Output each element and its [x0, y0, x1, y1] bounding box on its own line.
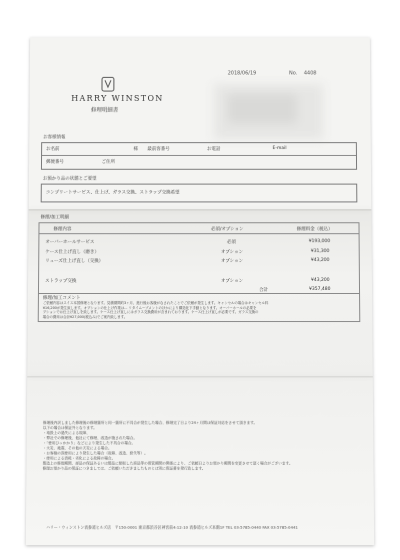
paper-fold-lower [27, 376, 373, 377]
comment-line: 場合の費用は合計¥27,000(税込み)でご案内致します。 [42, 314, 128, 319]
note-line: 以下の場合は保証外となります。 [42, 425, 97, 430]
note-line: ・取扱上の過失による故障、 [42, 430, 90, 435]
document-date: 2018/06/19 [227, 70, 257, 77]
honorific: 様 [133, 147, 138, 153]
name-label: お名前 [46, 147, 60, 153]
col-header-item: 修理内容 [53, 227, 72, 233]
request-section-label: お預かり品の状態とご要望 [42, 176, 97, 182]
row-required: オプション [220, 250, 244, 256]
note-line: ・「使用ひっかかり」などにより発生した不具合の場合。 [42, 441, 136, 446]
total-value: ¥357,480 [308, 287, 331, 292]
col-header-required: 必須/オプション [210, 227, 244, 233]
table-header-divider [39, 233, 358, 234]
row-required: 必須 [226, 240, 236, 246]
paper-fold-upper [29, 209, 372, 210]
document-number: 4408 [303, 70, 317, 77]
row-price: ¥193,000 [308, 239, 331, 245]
row-price: ¥43,200 [310, 258, 330, 264]
col-header-price: 修理料金（税込） [296, 227, 333, 233]
row-price: ¥31,300 [310, 249, 330, 255]
customer-section-label: お客様情報 [43, 135, 66, 141]
brand-logo-icon [101, 76, 115, 92]
comment-label: 修理/加工コメント [42, 295, 81, 302]
request-box [41, 184, 358, 203]
email-label: E-mail [272, 146, 287, 152]
note-line: ・使用による消耗・劣化による故障の場合。 [42, 456, 116, 461]
redacted-area [214, 84, 323, 139]
note-line: 修理お預かり品の保証につきましては、ご依頼いただきましたものとは別に保証書を発行致します。 [42, 466, 206, 471]
request-text: コンプリートサービス、仕上げ、ガラス交換、ストラップ交換希望 [45, 190, 180, 196]
store-address-footer: ハリー・ウィンストン表参道ヒルズ店 〒150-0001 東京都渋谷区神宮前4-12-10 表参道ヒルズ本館1F TEL 03-5785-0440 FAX 03-5785-0441 [46, 524, 298, 530]
brand-name: HARRY WINSTON [71, 94, 164, 103]
address-label: ご住所 [101, 159, 116, 165]
row-price: ¥43,200 [310, 278, 330, 284]
comment-line: ¥16,200が発生致します。オプションの仕上げ作業は... リタイムーブメントのほかにより構造化下手動となります。オーバーホールの必要を [42, 305, 257, 310]
note-line: 修理後内訳しました修理後の修理箇所と同一箇所に不具合が発生した場合、修理完了日より24ヶ月間は保証対応をさせて頂きます。 [42, 420, 258, 425]
total-label: 合計 [259, 288, 269, 293]
customer-number-label: 最前客番号 [147, 147, 170, 153]
note-line: ・弊社での修理後、他社にて修理、改造が施された場合。 [42, 435, 137, 441]
comment-divider [39, 293, 359, 294]
warranty-notes [43, 421, 293, 472]
comment-text [43, 301, 269, 319]
row-required: オプション [220, 259, 244, 265]
row-item: ケース仕上げ直し（磨き） [45, 250, 99, 256]
row-item: ストラップ交換 [45, 279, 77, 285]
note-line: ・火災、地震、その他の天災による場合。 [42, 446, 112, 451]
repair-statement-document [26, 37, 374, 545]
row-item: オーバーホールサービス [45, 240, 95, 246]
comment-line: プションでお仕上げ直しを致します。ケース仕上げ直しにはガラス交換費用が含まれております。ケース仕上げ直しが必要です。ガラス交換の [42, 310, 259, 315]
row-item: リューズ仕上げ直し（交換） [45, 259, 104, 265]
phone-label: お電話 [206, 147, 221, 153]
note-line: ・お客様の誤使用により発生した場合（故障、改造、紛失等）。 [42, 451, 148, 456]
document-number-label: No. [289, 70, 298, 77]
row-required: オプション [220, 279, 244, 285]
document-title: 修理明細書 [90, 107, 119, 114]
repair-section-label: 修理/加工明細 [40, 215, 69, 221]
note-line: 製造上の修理期間、部品の保証あるいは製品に類似した商品等の保管期間の関係により、ご依頼日よりお預かり期間を変更させて頂く場合がございます。 [42, 461, 293, 466]
comment-line: ご依頼内容はスイス本国修理となります。見積期間約3ヶ月、進行後お客様がなされたことでご依頼が発生します。キャンセルの場合はキャンセル料 [42, 301, 269, 306]
repair-table [38, 222, 361, 322]
customer-info-box [41, 142, 357, 170]
customer-row-divider [42, 155, 356, 156]
postal-code-label: 郵便番号 [45, 159, 64, 165]
